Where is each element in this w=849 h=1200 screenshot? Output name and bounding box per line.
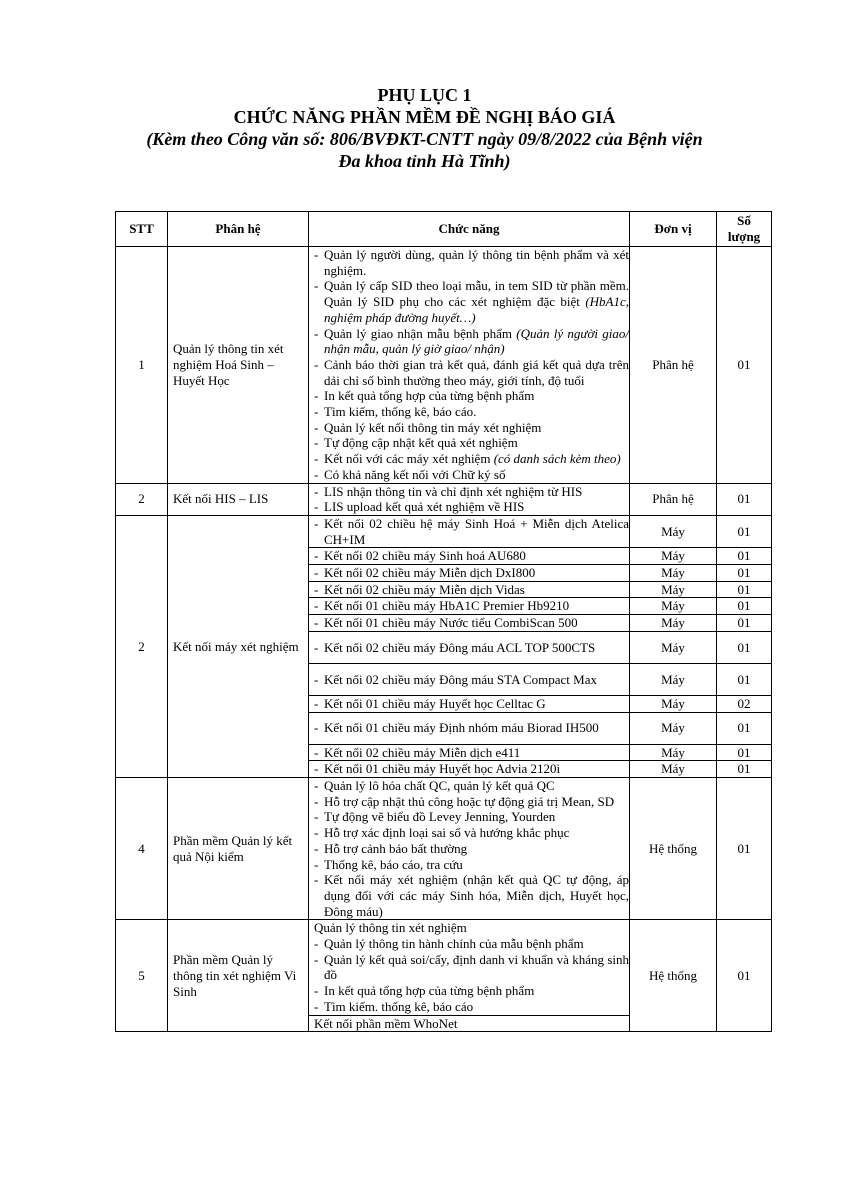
row-stt: 4 [116,777,168,919]
device-unit: Máy [630,695,717,712]
header-function: Chức năng [309,212,630,247]
header-quantity-line1: Số [737,213,751,229]
device-item: - Kết nối 01 chiều máy Huyết học Advia 2120i [309,761,630,778]
header-unit: Đơn vị [630,212,717,247]
device-unit: Máy [630,631,717,663]
header-quantity-line2: lượng [727,229,761,244]
table-row [116,920,772,1015]
device-unit: Máy [630,712,717,744]
function-item: - Kết nối với các máy xét nghiệm (có danh sách kèm theo) [314,451,629,467]
device-unit: Máy [630,515,717,547]
row-stt: 1 [116,247,168,484]
document-subtitle-line2: Đa khoa tỉnh Hà Tĩnh) [338,151,511,171]
device-item: - Kết nối 01 chiều máy Huyết học Celltac G [309,695,630,712]
row-module: Kết nối HIS – LIS [168,483,309,515]
device-item: - Kết nối 02 chiều máy Sinh hoá AU680 [309,548,630,565]
function-item: - Tự động vẽ biểu đồ Levey Jenning, Yourden [314,809,629,825]
device-unit: Máy [630,581,717,598]
function-item: - Tìm kiếm, thống kê, báo cáo. [314,404,629,420]
function-table [115,211,772,1032]
device-quantity: 01 [717,581,772,598]
device-unit: Máy [630,548,717,565]
row-unit: Hệ thống [630,920,717,1032]
function-item: - Quản lý cấp SID theo loại mẫu, in tem SID từ phần mềm. Quản lý SID phụ cho các xét nghiệm đặc biệt (HbA1c, nghiệm pháp đường huyết…) [314,278,629,325]
row-unit: Phân hệ [630,483,717,515]
device-item: - Kết nối 02 chiều máy Miễn dịch Vidas [309,581,630,598]
device-unit: Máy [630,663,717,695]
device-quantity: 01 [717,565,772,582]
device-quantity: 01 [717,761,772,778]
row-functions [309,247,630,484]
device-item: - Kết nối 02 chiều máy Miễn dịch e411 [309,744,630,761]
document-title: CHỨC NĂNG PHẦN MỀM ĐỀ NGHỊ BÁO GIÁ [233,107,616,127]
function-item: - Hỗ trợ xác định loại sai số và hướng khắc phục [314,825,629,841]
row-functions [309,920,630,1015]
device-unit: Máy [630,565,717,582]
header-module: Phân hệ [168,212,309,247]
device-quantity: 01 [717,598,772,615]
row-stt: 2 [116,515,168,777]
function-item: - Quản lý kết nối thông tin máy xét nghiệm [314,420,629,436]
row-unit: Phân hệ [630,247,717,484]
device-item: - Kết nối 01 chiều máy Nước tiểu CombiScan 500 [309,615,630,632]
row-module: Phần mềm Quản lý thông tin xét nghiệm Vi Sinh [168,920,309,1032]
function-item: - LIS nhận thông tin và chỉ định xét nghiệm từ HIS [314,484,629,500]
row-quantity: 01 [717,247,772,484]
function-group-title: Quản lý thông tin xét nghiệm [314,920,467,936]
device-unit: Máy [630,615,717,632]
device-unit: Máy [630,598,717,615]
table-row [116,777,772,919]
device-unit: Máy [630,761,717,778]
device-quantity: 01 [717,712,772,744]
row-stt: 2 [116,483,168,515]
device-item: - Kết nối 01 chiều máy Định nhóm máu Biorad IH500 [309,712,630,744]
function-item: - Quản lý người dùng, quản lý thông tin bệnh phẩm và xét nghiệm. [314,247,629,278]
device-item: - Kết nối 02 chiều máy Đông máu ACL TOP 500CTS [309,631,630,663]
function-item: - Quản lý thông tin hành chính của mẫu bệnh phẩm [314,936,629,952]
function-item: - Tự động cập nhật kết quả xét nghiệm [314,435,629,451]
header-quantity [717,212,772,247]
function-item: - Hỗ trợ cập nhật thủ công hoặc tự động giá trị Mean, SD [314,794,629,810]
document-header [0,84,849,172]
function-item: - Thống kê, báo cáo, tra cứu [314,857,629,873]
row-stt: 5 [116,920,168,1032]
function-item: - Quản lý kết quả soi/cấy, định danh vi khuẩn và kháng sinh đồ [314,952,629,983]
row-quantity: 01 [717,483,772,515]
row-module: Kết nối máy xét nghiệm [168,515,309,777]
row-functions [309,777,630,919]
document-subtitle-line1: (Kèm theo Công văn số: 806/BVĐKT-CNTT ngày 09/8/2022 của Bệnh viện [146,129,703,149]
device-item: - Kết nối 02 chiều hệ máy Sinh Hoá + Miễn dịch Atelica CH+IM [309,515,630,547]
function-item: - Kết nối máy xét nghiệm (nhận kết quả QC tự động, áp dụng đối với các máy Sinh hóa, Miễn dịch, Huyết học, Đông máu) [314,872,629,919]
function-item: - Quản lý giao nhận mẫu bệnh phẩm (Quản lý người giao/ nhận mẫu, quản lý giờ giao/ nhận) [314,326,629,357]
table-row [116,515,772,547]
row-unit: Hệ thống [630,777,717,919]
function-item: - Tìm kiếm. thống kê, báo cáo [314,999,629,1015]
function-item: - Cảnh báo thời gian trả kết quả, đánh giá kết quả dựa trên dải chỉ số bình thường theo máy, giới tính, độ tuổi [314,357,629,388]
appendix-title: PHỤ LỤC 1 [377,85,472,105]
header-stt: STT [116,212,168,247]
device-quantity: 01 [717,663,772,695]
function-item: - In kết quả tổng hợp của từng bệnh phẩm [314,983,629,999]
device-item: - Kết nối 02 chiều máy Đông máu STA Compact Max [309,663,630,695]
device-unit: Máy [630,744,717,761]
row-quantity: 01 [717,777,772,919]
device-quantity: 01 [717,631,772,663]
table-row [116,483,772,515]
table-row [116,247,772,484]
function-item: - Có khả năng kết nối với Chữ ký số [314,467,629,483]
table-header-row [116,212,772,247]
row-module: Quản lý thông tin xét nghiệm Hoá Sinh – Huyết Học [168,247,309,484]
device-quantity: 01 [717,744,772,761]
row-functions [309,483,630,515]
device-quantity: 01 [717,515,772,547]
row-module: Phần mềm Quản lý kết quả Nội kiểm [168,777,309,919]
function-item: - Hỗ trợ cảnh báo bất thường [314,841,629,857]
device-quantity: 01 [717,548,772,565]
row-extra-function: Kết nối phần mềm WhoNet [309,1015,630,1032]
row-quantity: 01 [717,920,772,1032]
device-item: - Kết nối 01 chiều máy HbA1C Premier Hb9210 [309,598,630,615]
function-item: - In kết quả tổng hợp của từng bệnh phẩm [314,388,629,404]
device-quantity: 02 [717,695,772,712]
function-item: - LIS upload kết quả xét nghiệm về HIS [314,499,629,515]
device-item: - Kết nối 02 chiều máy Miễn dịch DxI800 [309,565,630,582]
function-item: - Quản lý lô hóa chất QC, quản lý kết quả QC [314,778,629,794]
device-quantity: 01 [717,615,772,632]
